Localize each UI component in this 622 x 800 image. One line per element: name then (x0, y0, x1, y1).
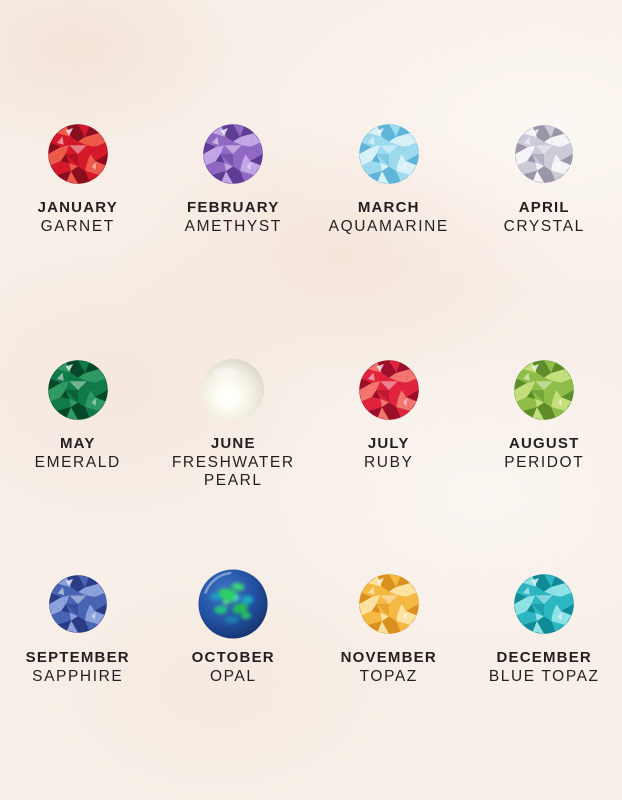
month-label: SEPTEMBER (25, 649, 130, 666)
stone-label: FRESHWATER PEARL (171, 454, 295, 490)
gem-wrap (358, 568, 420, 640)
peridot-gem-icon (513, 359, 575, 421)
birthstone-item (311, 118, 467, 236)
gem-wrap (358, 354, 420, 426)
aquamarine-gem-icon (358, 123, 420, 185)
stone-label: CRYSTAL (503, 218, 585, 236)
birthstone-item (0, 118, 156, 236)
freshwater-pearl-gem-icon (200, 357, 266, 423)
month-label: MARCH (357, 199, 420, 216)
crystal-gem-icon (514, 124, 574, 184)
gem-wrap (513, 354, 575, 426)
topaz-gem-icon (358, 573, 420, 635)
month-label: MAY (59, 435, 96, 452)
gem-wrap (47, 118, 109, 190)
month-label: FEBRUARY (187, 199, 280, 216)
stone-label: EMERALD (34, 454, 121, 472)
stone-label: GARNET (40, 218, 115, 236)
emerald-gem-icon (47, 359, 109, 421)
ruby-gem-icon (358, 359, 420, 421)
gem-wrap (513, 568, 575, 640)
amethyst-gem-icon (202, 123, 264, 185)
stone-label: RUBY (364, 454, 414, 472)
month-label: JULY (367, 435, 410, 452)
stone-label: PERIDOT (504, 454, 585, 472)
gem-wrap (202, 118, 264, 190)
birthstone-item (311, 354, 467, 472)
stone-label: SAPPHIRE (32, 668, 124, 686)
blue-topaz-gem-icon (513, 573, 575, 635)
gem-wrap (48, 568, 108, 640)
month-label: JUNE (210, 435, 256, 452)
birthstone-item (467, 568, 622, 686)
stone-label: OPAL (209, 668, 257, 686)
gem-wrap (47, 354, 109, 426)
birthstone-item (156, 354, 312, 490)
month-label: APRIL (518, 199, 570, 216)
stone-label: AMETHYST (184, 218, 282, 236)
gem-wrap (197, 568, 269, 640)
month-label: OCTOBER (191, 649, 275, 666)
birthstone-item (0, 354, 156, 472)
birthstone-item (156, 118, 312, 236)
month-label: JANUARY (37, 199, 118, 216)
birthstone-item (467, 354, 622, 472)
stone-label: TOPAZ (359, 668, 418, 686)
month-label: NOVEMBER (340, 649, 437, 666)
birthstone-item (311, 568, 467, 686)
birthstone-item (467, 118, 622, 236)
stone-label: AQUAMARINE (328, 218, 449, 236)
sapphire-gem-icon (48, 574, 108, 634)
month-label: DECEMBER (496, 649, 592, 666)
month-label: AUGUST (508, 435, 580, 452)
gem-wrap (358, 118, 420, 190)
garnet-gem-icon (47, 123, 109, 185)
birthstone-item (0, 568, 156, 686)
opal-gem-icon (197, 568, 269, 640)
birthstone-item (156, 568, 312, 686)
gem-wrap (514, 118, 574, 190)
stone-label: BLUE TOPAZ (488, 668, 600, 686)
gem-wrap (200, 354, 266, 426)
